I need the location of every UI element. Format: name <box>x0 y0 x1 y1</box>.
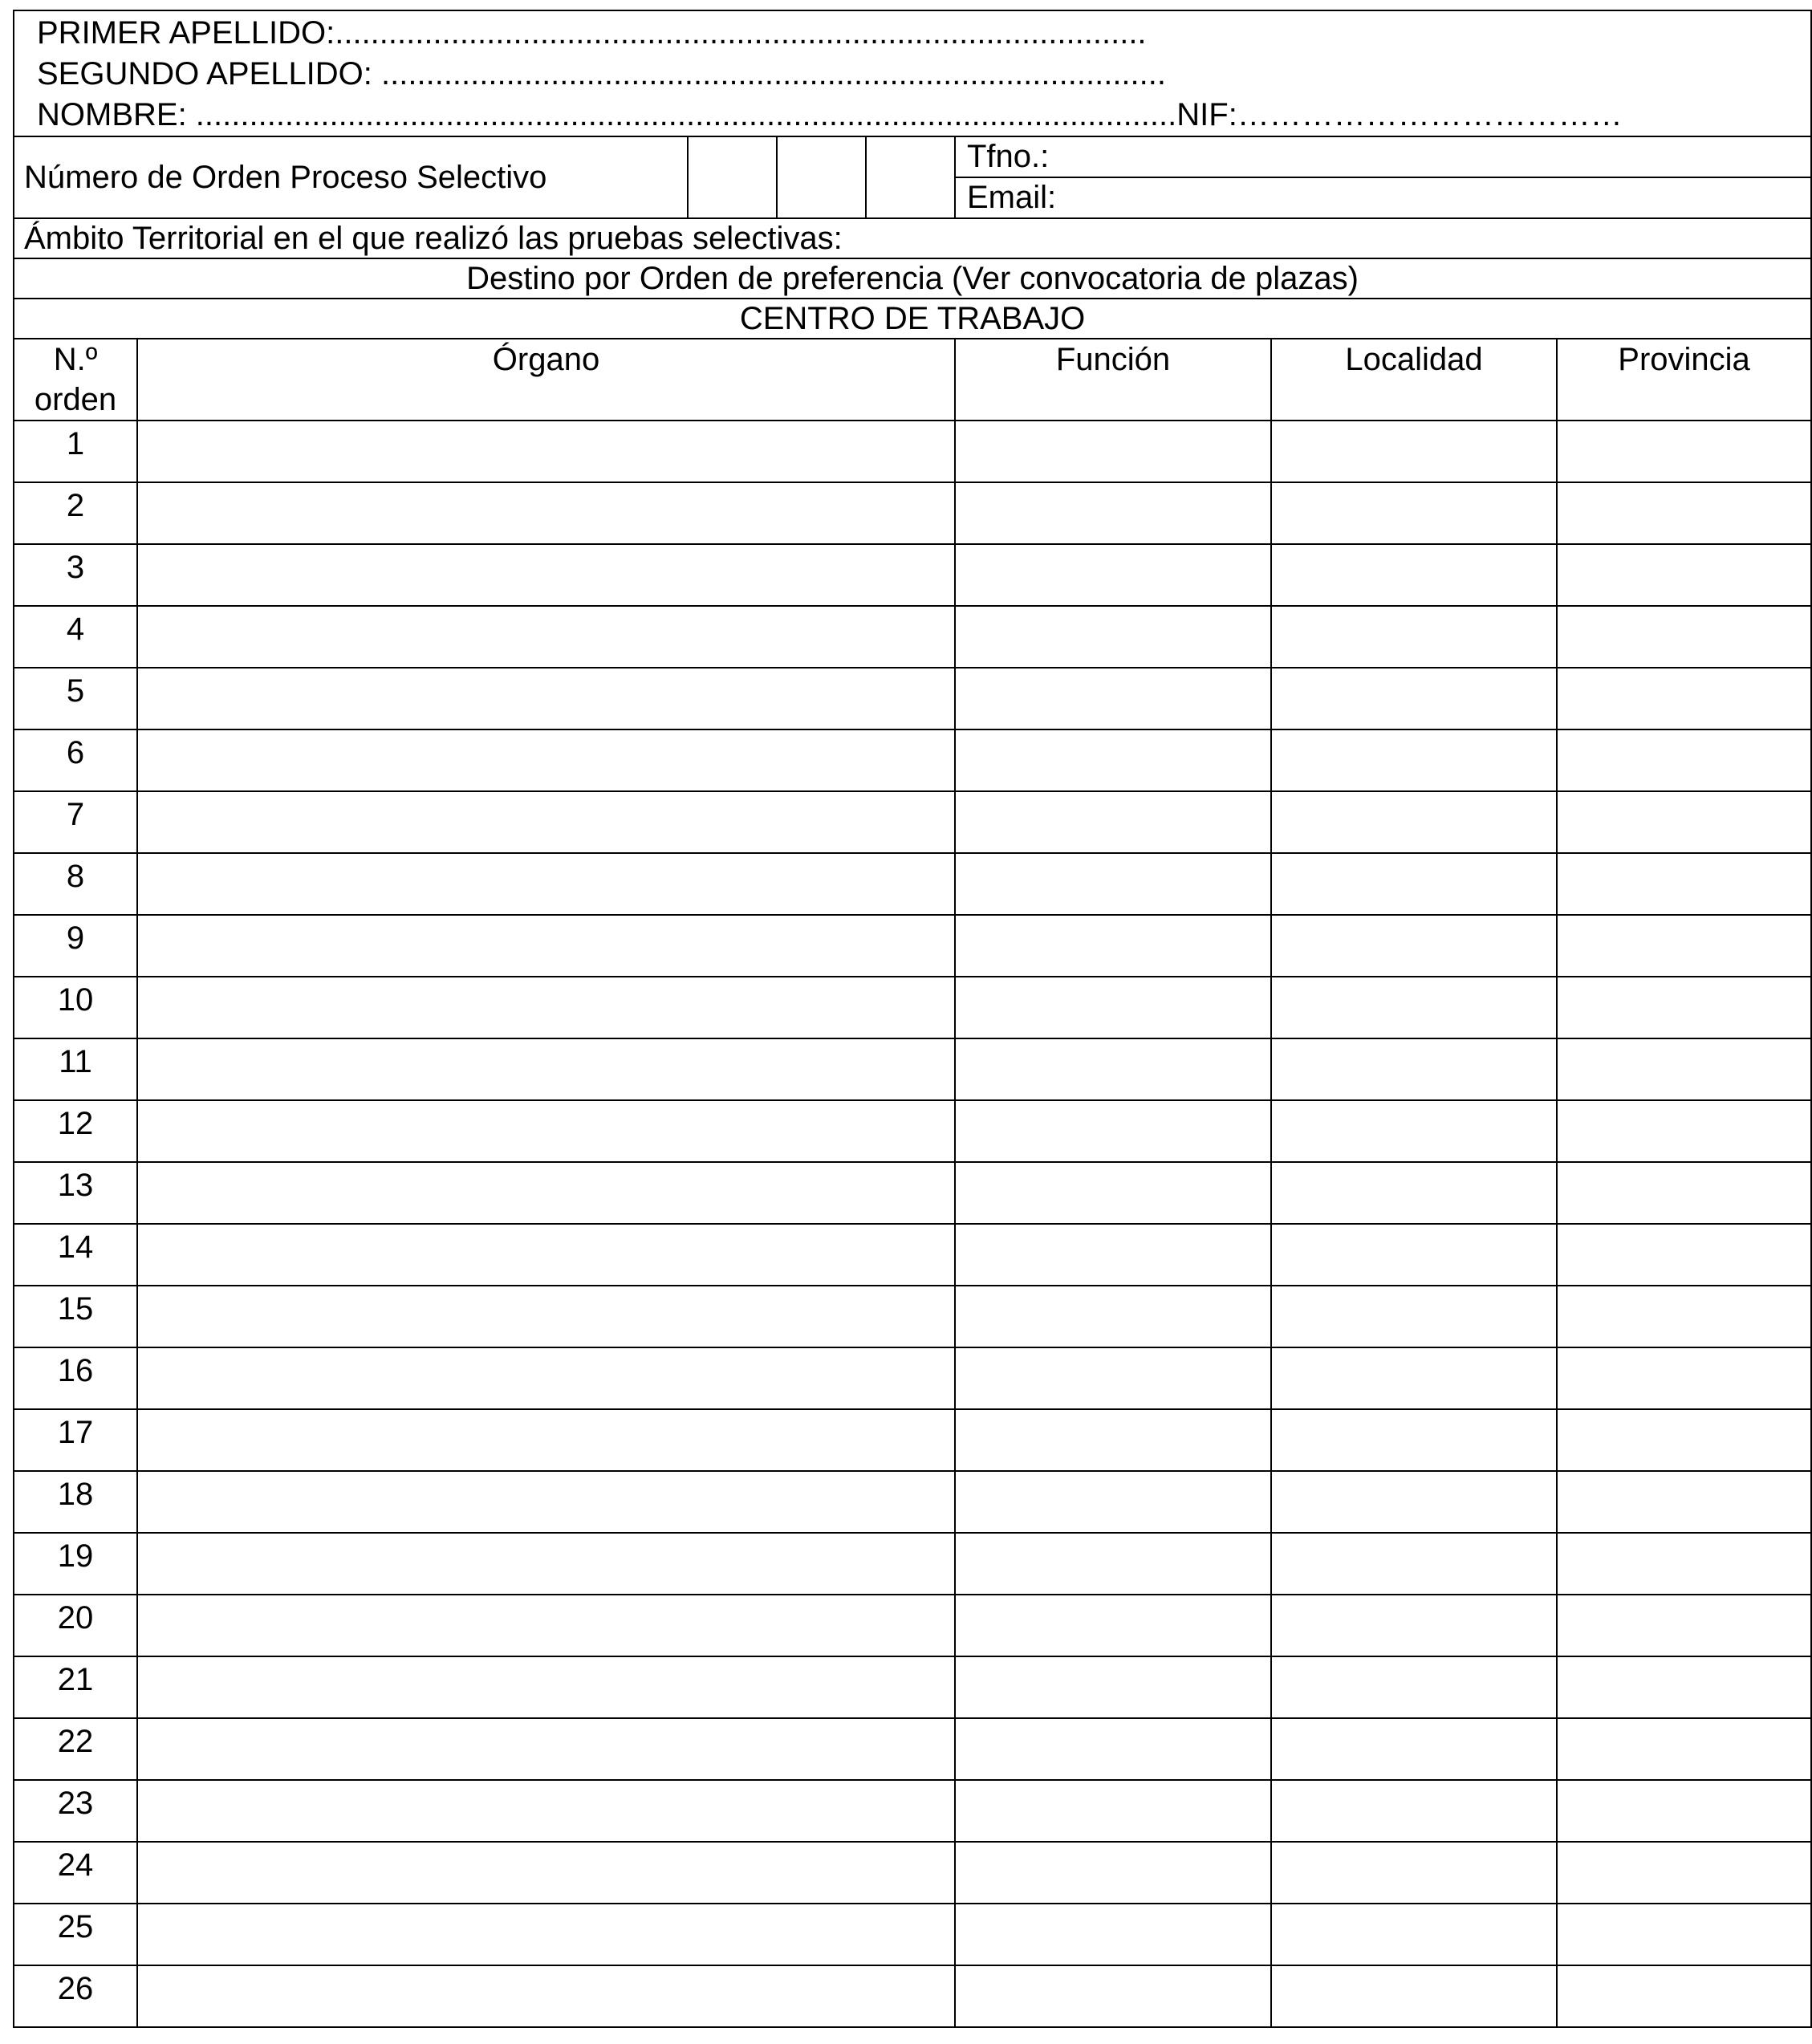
segundo-apellido-field[interactable]: SEGUNDO APELLIDO: ........................................................................................ <box>37 56 1166 91</box>
provincia-cell[interactable] <box>1557 1780 1811 1842</box>
provincia-cell[interactable] <box>1557 1224 1811 1286</box>
provincia-cell[interactable] <box>1557 1965 1811 2027</box>
numero-orden-label: Número de Orden Proceso Selectivo <box>14 136 688 218</box>
table-row <box>14 1780 1811 1842</box>
provincia-cell[interactable] <box>1557 421 1811 482</box>
funcion-cell[interactable] <box>955 1224 1271 1286</box>
row-number: 1 <box>14 421 137 482</box>
contact-block <box>955 136 1811 218</box>
localidad-cell[interactable] <box>1271 1224 1557 1286</box>
row-number: 17 <box>14 1409 137 1471</box>
personal-data-block <box>14 10 1811 136</box>
row-number: 21 <box>14 1656 137 1718</box>
table-row <box>14 606 1811 668</box>
funcion-cell[interactable] <box>955 1656 1271 1718</box>
provincia-cell[interactable] <box>1557 1038 1811 1100</box>
table-row <box>14 1965 1811 2027</box>
funcion-cell[interactable] <box>955 1100 1271 1162</box>
localidad-cell[interactable] <box>1271 729 1557 791</box>
organo-cell[interactable] <box>137 1471 955 1533</box>
row-number: 14 <box>14 1224 137 1286</box>
provincia-cell[interactable] <box>1557 853 1811 915</box>
organo-cell[interactable] <box>137 1718 955 1780</box>
provincia-cell[interactable] <box>1557 1409 1811 1471</box>
row-number: 25 <box>14 1904 137 1965</box>
funcion-cell[interactable] <box>955 1842 1271 1904</box>
provincia-cell[interactable] <box>1557 1842 1811 1904</box>
localidad-cell[interactable] <box>1271 1595 1557 1656</box>
funcion-cell[interactable] <box>955 853 1271 915</box>
table-row <box>14 668 1811 729</box>
localidad-cell[interactable] <box>1271 791 1557 853</box>
funcion-cell[interactable] <box>955 729 1271 791</box>
organo-cell[interactable] <box>137 1286 955 1347</box>
localidad-cell[interactable] <box>1271 853 1557 915</box>
row-number: 8 <box>14 853 137 915</box>
table-row <box>14 915 1811 977</box>
localidad-cell[interactable] <box>1271 1842 1557 1904</box>
table-row <box>14 1286 1811 1347</box>
organo-cell[interactable] <box>137 482 955 544</box>
funcion-cell[interactable] <box>955 421 1271 482</box>
col-header-funcion: Función <box>955 339 1271 421</box>
table-row <box>14 1347 1811 1409</box>
funcion-cell[interactable] <box>955 1965 1271 2027</box>
localidad-cell[interactable] <box>1271 1656 1557 1718</box>
email-field[interactable]: Email: <box>956 177 1810 217</box>
table-row <box>14 1904 1811 1965</box>
provincia-cell[interactable] <box>1557 1904 1811 1965</box>
organo-cell[interactable] <box>137 1038 955 1100</box>
funcion-cell[interactable] <box>955 977 1271 1038</box>
row-number: 3 <box>14 544 137 606</box>
organo-cell[interactable] <box>137 1162 955 1224</box>
row-number: 7 <box>14 791 137 853</box>
col-header-localidad: Localidad <box>1271 339 1557 421</box>
localidad-cell[interactable] <box>1271 1286 1557 1347</box>
funcion-cell[interactable] <box>955 1038 1271 1100</box>
table-row <box>14 729 1811 791</box>
row-number: 19 <box>14 1533 137 1595</box>
localidad-cell[interactable] <box>1271 915 1557 977</box>
organo-cell[interactable] <box>137 668 955 729</box>
provincia-cell[interactable] <box>1557 1100 1811 1162</box>
provincia-cell[interactable] <box>1557 915 1811 977</box>
col-header-organo: Órgano <box>137 339 955 421</box>
table-row <box>14 1471 1811 1533</box>
organo-cell[interactable] <box>137 1842 955 1904</box>
provincia-cell[interactable] <box>1557 1162 1811 1224</box>
table-row <box>14 1224 1811 1286</box>
localidad-cell[interactable] <box>1271 977 1557 1038</box>
organo-cell[interactable] <box>137 729 955 791</box>
provincia-cell[interactable] <box>1557 791 1811 853</box>
organo-cell[interactable] <box>137 1347 955 1409</box>
row-number: 20 <box>14 1595 137 1656</box>
organo-cell[interactable] <box>137 606 955 668</box>
table-row <box>14 1162 1811 1224</box>
table-row <box>14 1595 1811 1656</box>
table-row <box>14 421 1811 482</box>
primer-apellido-field[interactable]: PRIMER APELLIDO:........................................................................................... <box>37 15 1147 51</box>
localidad-cell[interactable] <box>1271 1162 1557 1224</box>
localidad-cell[interactable] <box>1271 1409 1557 1471</box>
localidad-cell[interactable] <box>1271 1718 1557 1780</box>
tfno-field[interactable]: Tfno.: <box>967 139 1050 174</box>
provincia-cell[interactable] <box>1557 1347 1811 1409</box>
row-number: 23 <box>14 1780 137 1842</box>
row-number: 24 <box>14 1842 137 1904</box>
localidad-cell[interactable] <box>1271 544 1557 606</box>
row-number: 6 <box>14 729 137 791</box>
funcion-cell[interactable] <box>955 544 1271 606</box>
localidad-cell[interactable] <box>1271 1100 1557 1162</box>
row-number: 18 <box>14 1471 137 1533</box>
organo-cell[interactable] <box>137 1409 955 1471</box>
funcion-cell[interactable] <box>955 1471 1271 1533</box>
localidad-cell[interactable] <box>1271 1780 1557 1842</box>
localidad-cell[interactable] <box>1271 1471 1557 1533</box>
organo-cell[interactable] <box>137 1224 955 1286</box>
provincia-cell[interactable] <box>1557 668 1811 729</box>
table-row <box>14 853 1811 915</box>
provincia-cell[interactable] <box>1557 729 1811 791</box>
table-row <box>14 1038 1811 1100</box>
organo-cell[interactable] <box>137 1656 955 1718</box>
row-number: 12 <box>14 1100 137 1162</box>
destino-form-table <box>13 10 1812 2028</box>
provincia-cell[interactable] <box>1557 1718 1811 1780</box>
table-row <box>14 1718 1811 1780</box>
funcion-cell[interactable] <box>955 1409 1271 1471</box>
localidad-cell[interactable] <box>1271 421 1557 482</box>
table-row <box>14 1100 1811 1162</box>
localidad-cell[interactable] <box>1271 606 1557 668</box>
table-row <box>14 544 1811 606</box>
provincia-cell[interactable] <box>1557 606 1811 668</box>
localidad-cell[interactable] <box>1271 1965 1557 2027</box>
row-number: 13 <box>14 1162 137 1224</box>
organo-cell[interactable] <box>137 915 955 977</box>
provincia-cell[interactable] <box>1557 977 1811 1038</box>
orden-digit-box-1[interactable] <box>688 136 777 218</box>
organo-cell[interactable] <box>137 1904 955 1965</box>
row-number: 5 <box>14 668 137 729</box>
row-number: 26 <box>14 1965 137 2027</box>
col-header-orden: N.º orden <box>14 339 137 421</box>
localidad-cell[interactable] <box>1271 1904 1557 1965</box>
table-row <box>14 1842 1811 1904</box>
organo-cell[interactable] <box>137 791 955 853</box>
table-row <box>14 1533 1811 1595</box>
funcion-cell[interactable] <box>955 1162 1271 1224</box>
nombre-nif-field[interactable]: NOMBRE: ..............................................................................................................NIF:……………………………… <box>37 97 1623 132</box>
organo-cell[interactable] <box>137 853 955 915</box>
row-number: 15 <box>14 1286 137 1347</box>
funcion-cell[interactable] <box>955 1533 1271 1595</box>
orden-digit-box-3[interactable] <box>866 136 955 218</box>
row-number: 16 <box>14 1347 137 1409</box>
funcion-cell[interactable] <box>955 606 1271 668</box>
row-number: 4 <box>14 606 137 668</box>
table-row <box>14 1409 1811 1471</box>
funcion-cell[interactable] <box>955 1718 1271 1780</box>
organo-cell[interactable] <box>137 977 955 1038</box>
organo-cell[interactable] <box>137 1965 955 2027</box>
provincia-cell[interactable] <box>1557 1533 1811 1595</box>
table-row <box>14 791 1811 853</box>
localidad-cell[interactable] <box>1271 1347 1557 1409</box>
organo-cell[interactable] <box>137 421 955 482</box>
organo-cell[interactable] <box>137 1533 955 1595</box>
row-number: 9 <box>14 915 137 977</box>
localidad-cell[interactable] <box>1271 1533 1557 1595</box>
funcion-cell[interactable] <box>955 482 1271 544</box>
provincia-cell[interactable] <box>1557 1595 1811 1656</box>
provincia-cell[interactable] <box>1557 1471 1811 1533</box>
row-number: 22 <box>14 1718 137 1780</box>
provincia-cell[interactable] <box>1557 544 1811 606</box>
organo-cell[interactable] <box>137 1100 955 1162</box>
col-header-provincia: Provincia <box>1557 339 1811 421</box>
table-row <box>14 482 1811 544</box>
row-number: 11 <box>14 1038 137 1100</box>
organo-cell[interactable] <box>137 1780 955 1842</box>
funcion-cell[interactable] <box>955 791 1271 853</box>
localidad-cell[interactable] <box>1271 482 1557 544</box>
orden-digit-box-2[interactable] <box>777 136 866 218</box>
row-number: 2 <box>14 482 137 544</box>
funcion-cell[interactable] <box>955 1286 1271 1347</box>
ambito-territorial-field[interactable]: Ámbito Territorial en el que realizó las pruebas selectivas: <box>14 218 1811 258</box>
funcion-cell[interactable] <box>955 668 1271 729</box>
localidad-cell[interactable] <box>1271 668 1557 729</box>
destino-heading: Destino por Orden de preferencia (Ver convocatoria de plazas) <box>14 258 1811 299</box>
provincia-cell[interactable] <box>1557 1656 1811 1718</box>
table-row <box>14 977 1811 1038</box>
provincia-cell[interactable] <box>1557 482 1811 544</box>
row-number: 10 <box>14 977 137 1038</box>
funcion-cell[interactable] <box>955 1595 1271 1656</box>
funcion-cell[interactable] <box>955 915 1271 977</box>
centro-trabajo-heading: CENTRO DE TRABAJO <box>14 299 1811 339</box>
organo-cell[interactable] <box>137 544 955 606</box>
funcion-cell[interactable] <box>955 1904 1271 1965</box>
funcion-cell[interactable] <box>955 1347 1271 1409</box>
provincia-cell[interactable] <box>1557 1286 1811 1347</box>
organo-cell[interactable] <box>137 1595 955 1656</box>
table-row <box>14 1656 1811 1718</box>
localidad-cell[interactable] <box>1271 1038 1557 1100</box>
funcion-cell[interactable] <box>955 1780 1271 1842</box>
